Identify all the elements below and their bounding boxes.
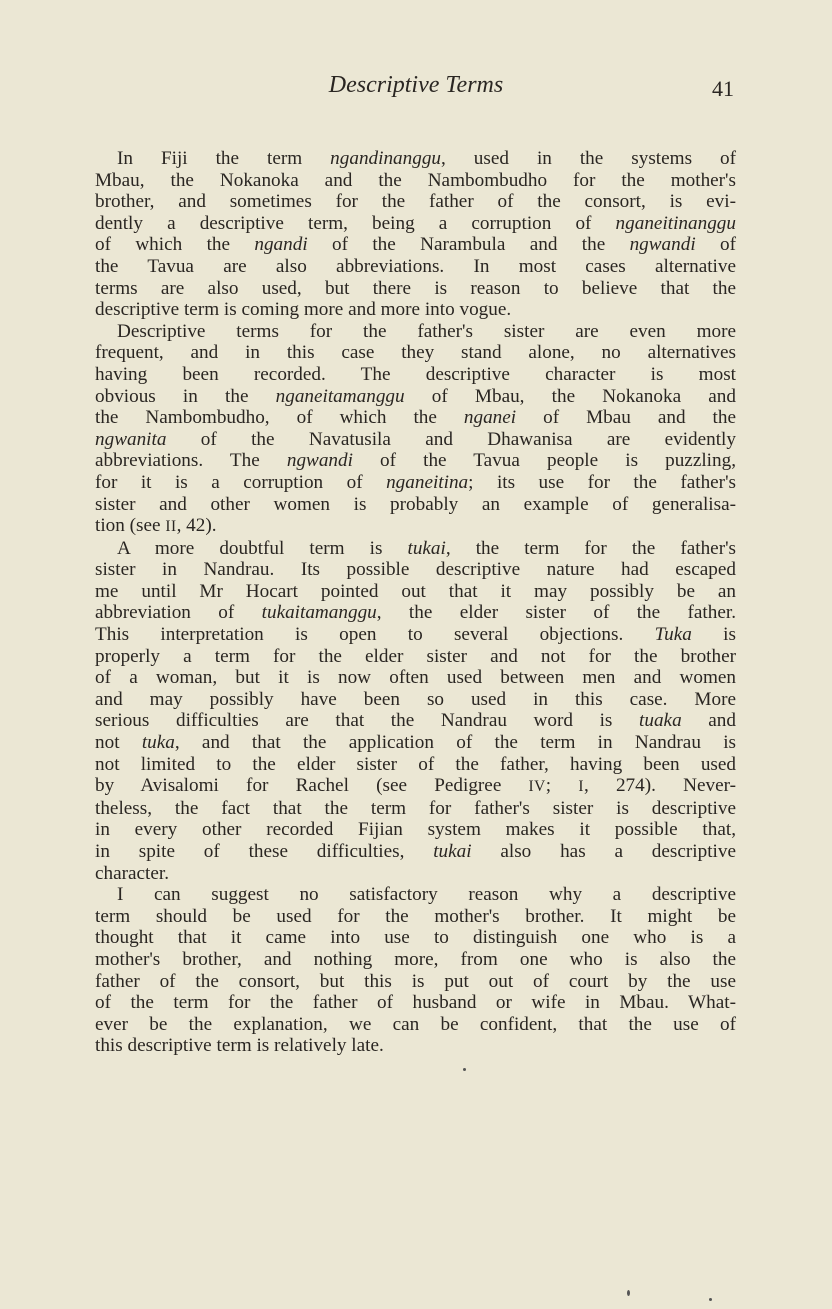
text-line (95, 472, 736, 494)
text-run: term should be used for the mother's brother. It might be (95, 905, 736, 927)
paragraph (95, 884, 736, 1057)
text-run: , used in the systems of (441, 148, 736, 169)
text-run: this descriptive term is relatively late. (95, 1035, 384, 1057)
text-run: the Tavua are also abbreviations. In most cases alternative (95, 255, 736, 277)
text-line (95, 689, 736, 711)
text-run: In Fiji the term (117, 148, 331, 169)
paragraph (95, 321, 736, 538)
italic-term: ngwandi (286, 450, 353, 472)
text-run: abbreviation of (95, 602, 262, 624)
text-line (95, 1035, 736, 1057)
text-run: of the Tavua people is puzzling, (352, 450, 736, 472)
text-run: father of the consort, but this is put out of court by the use (95, 970, 736, 992)
text-run: sister and other women is probably an example of generalisa- (95, 493, 736, 515)
text-run: of a woman, but it is now often used between men and women (95, 667, 736, 689)
text-run: of the Navatusila and Dhawanisa are evidently (166, 428, 736, 450)
text-run: and (681, 710, 736, 732)
italic-term: tukai (433, 841, 472, 862)
text-line (95, 364, 736, 386)
text-run: , and that the application of the term in Nandrau is (174, 732, 736, 754)
text-line (95, 170, 736, 192)
scan-speck (709, 1298, 712, 1301)
text-line (95, 538, 736, 560)
text-line (95, 278, 736, 300)
italic-term: Tuka (654, 624, 692, 646)
italic-term: nganeitina (386, 471, 469, 493)
text-run: brother, and sometimes for the father of the consort, is evi- (95, 191, 736, 213)
text-run: ; its use for the father's (468, 471, 736, 493)
text-run: in spite of these difficulties, (95, 841, 434, 862)
text-line (95, 971, 736, 993)
text-run: of Mbau, the Nokanoka and (404, 385, 736, 407)
text-run: having been recorded. The descriptive character is most (95, 363, 736, 385)
text-line (95, 819, 736, 841)
italic-term: nganei (463, 407, 517, 429)
text-run: obvious in the (95, 385, 276, 407)
italic-term: ngwanita (95, 428, 167, 450)
text-run: , 274). Never- (583, 775, 736, 797)
text-run: ; (545, 775, 579, 797)
text-run: , 42). (176, 515, 217, 537)
text-run: is (691, 624, 736, 646)
text-line (95, 429, 736, 451)
text-run: not (95, 732, 142, 754)
text-run: in every other recorded Fijian system makes it possible that, (95, 819, 736, 841)
text-run: sister in Nandrau. Its possible descriptive nature had escaped (95, 559, 736, 581)
small-caps-numeral: I (578, 778, 584, 796)
text-run: ever be the explanation, we can be confident, that the use of (95, 1013, 736, 1035)
text-run: of Mbau and the (516, 407, 736, 429)
text-line (95, 798, 736, 820)
italic-term: tuka (141, 732, 175, 754)
page-number: 41 (712, 76, 734, 101)
text-run: serious difficulties are that the Nandrau word is (95, 710, 640, 732)
small-caps-numeral: IV (528, 778, 546, 796)
text-line (95, 602, 736, 624)
text-run: for it is a corruption of (95, 471, 387, 493)
text-run: me until Mr Hocart pointed out that it may possibly be an (95, 580, 736, 602)
text-line (95, 256, 736, 278)
text-line (95, 515, 736, 538)
text-run: of (695, 234, 737, 256)
italic-term: nganeitinanggu (615, 212, 736, 234)
italic-term: ngwandi (629, 234, 696, 256)
text-run: frequent, and in this case they stand alone, no alternatives (95, 342, 736, 364)
text-line (95, 386, 736, 408)
scan-speck (627, 1290, 630, 1296)
paragraph (95, 538, 736, 885)
paragraph (95, 148, 736, 321)
body-text (95, 148, 736, 1057)
text-run: This interpretation is open to several objections. (95, 624, 655, 646)
text-line (95, 342, 736, 364)
text-run: thought that it came into use to distinguish one who is a (95, 927, 736, 949)
text-line (95, 775, 736, 798)
text-run: dently a descriptive term, being a corruption of (95, 212, 616, 234)
text-line (95, 646, 736, 668)
text-run: by Avisalomi for Rachel (see Pedigree (95, 775, 529, 797)
text-line (95, 213, 736, 235)
text-run: descriptive term is coming more and more into vogue. (95, 299, 512, 321)
text-run: abbreviations. The (95, 450, 287, 472)
text-line (95, 927, 736, 949)
text-line (95, 234, 736, 256)
text-line (95, 581, 736, 603)
text-line (95, 863, 736, 885)
text-run: mother's brother, and nothing more, from one who is also the (95, 948, 736, 970)
text-line (95, 754, 736, 776)
text-line (95, 667, 736, 689)
text-run: properly a term for the elder sister and not for the brother (95, 645, 736, 667)
italic-term: ngandinanggu (330, 148, 442, 169)
text-line (95, 732, 736, 754)
text-line (95, 559, 736, 581)
text-run: character. (95, 862, 170, 884)
italic-term: tuaka (639, 710, 682, 732)
text-line (95, 884, 736, 906)
text-line (95, 624, 736, 646)
text-run: A more doubtful term is (117, 537, 408, 559)
text-line (95, 1014, 736, 1036)
text-run: theless, the fact that the term for father's sister is descriptive (95, 797, 736, 819)
text-line (95, 148, 736, 170)
italic-term: nganeitamanggu (275, 385, 405, 407)
text-run: of the Narambula and the (307, 234, 630, 256)
text-line (95, 841, 736, 863)
text-run: , the elder sister of the father. (376, 602, 736, 624)
text-line (95, 191, 736, 213)
text-run: and may possibly have been so used in this case. More (95, 688, 736, 710)
italic-term: tukaitamanggu (261, 602, 377, 624)
text-run: , the term for the father's (445, 537, 737, 559)
text-line (95, 992, 736, 1014)
text-line (95, 299, 736, 321)
text-line (95, 321, 736, 343)
text-run: terms are also used, but there is reason to believe that the (95, 277, 736, 299)
running-title: Descriptive Terms (328, 72, 504, 98)
text-run: also has a descriptive (471, 841, 736, 862)
text-line (95, 407, 736, 429)
text-run: Descriptive terms for the father's sister are even more (117, 320, 736, 342)
text-run: the Nambombudho, of which the (95, 407, 464, 429)
text-run: I can suggest no satisfactory reason why a descriptive (117, 884, 736, 906)
text-run: Mbau, the Nokanoka and the Nambombudho for the mother's (95, 169, 736, 191)
text-line (95, 710, 736, 732)
text-run: of which the (95, 234, 255, 256)
text-line (95, 494, 736, 516)
text-line (95, 906, 736, 928)
italic-term: tukai (407, 537, 446, 559)
small-caps-numeral: II (165, 518, 177, 536)
text-run: tion (see (95, 515, 166, 537)
text-line (95, 450, 736, 472)
text-line (95, 949, 736, 971)
text-run: of the term for the father of husband or wife in Mbau. What- (95, 992, 736, 1014)
italic-term: ngandi (254, 234, 308, 256)
text-run: not limited to the elder sister of the father, having been used (95, 753, 736, 775)
scan-speck (463, 1068, 466, 1071)
